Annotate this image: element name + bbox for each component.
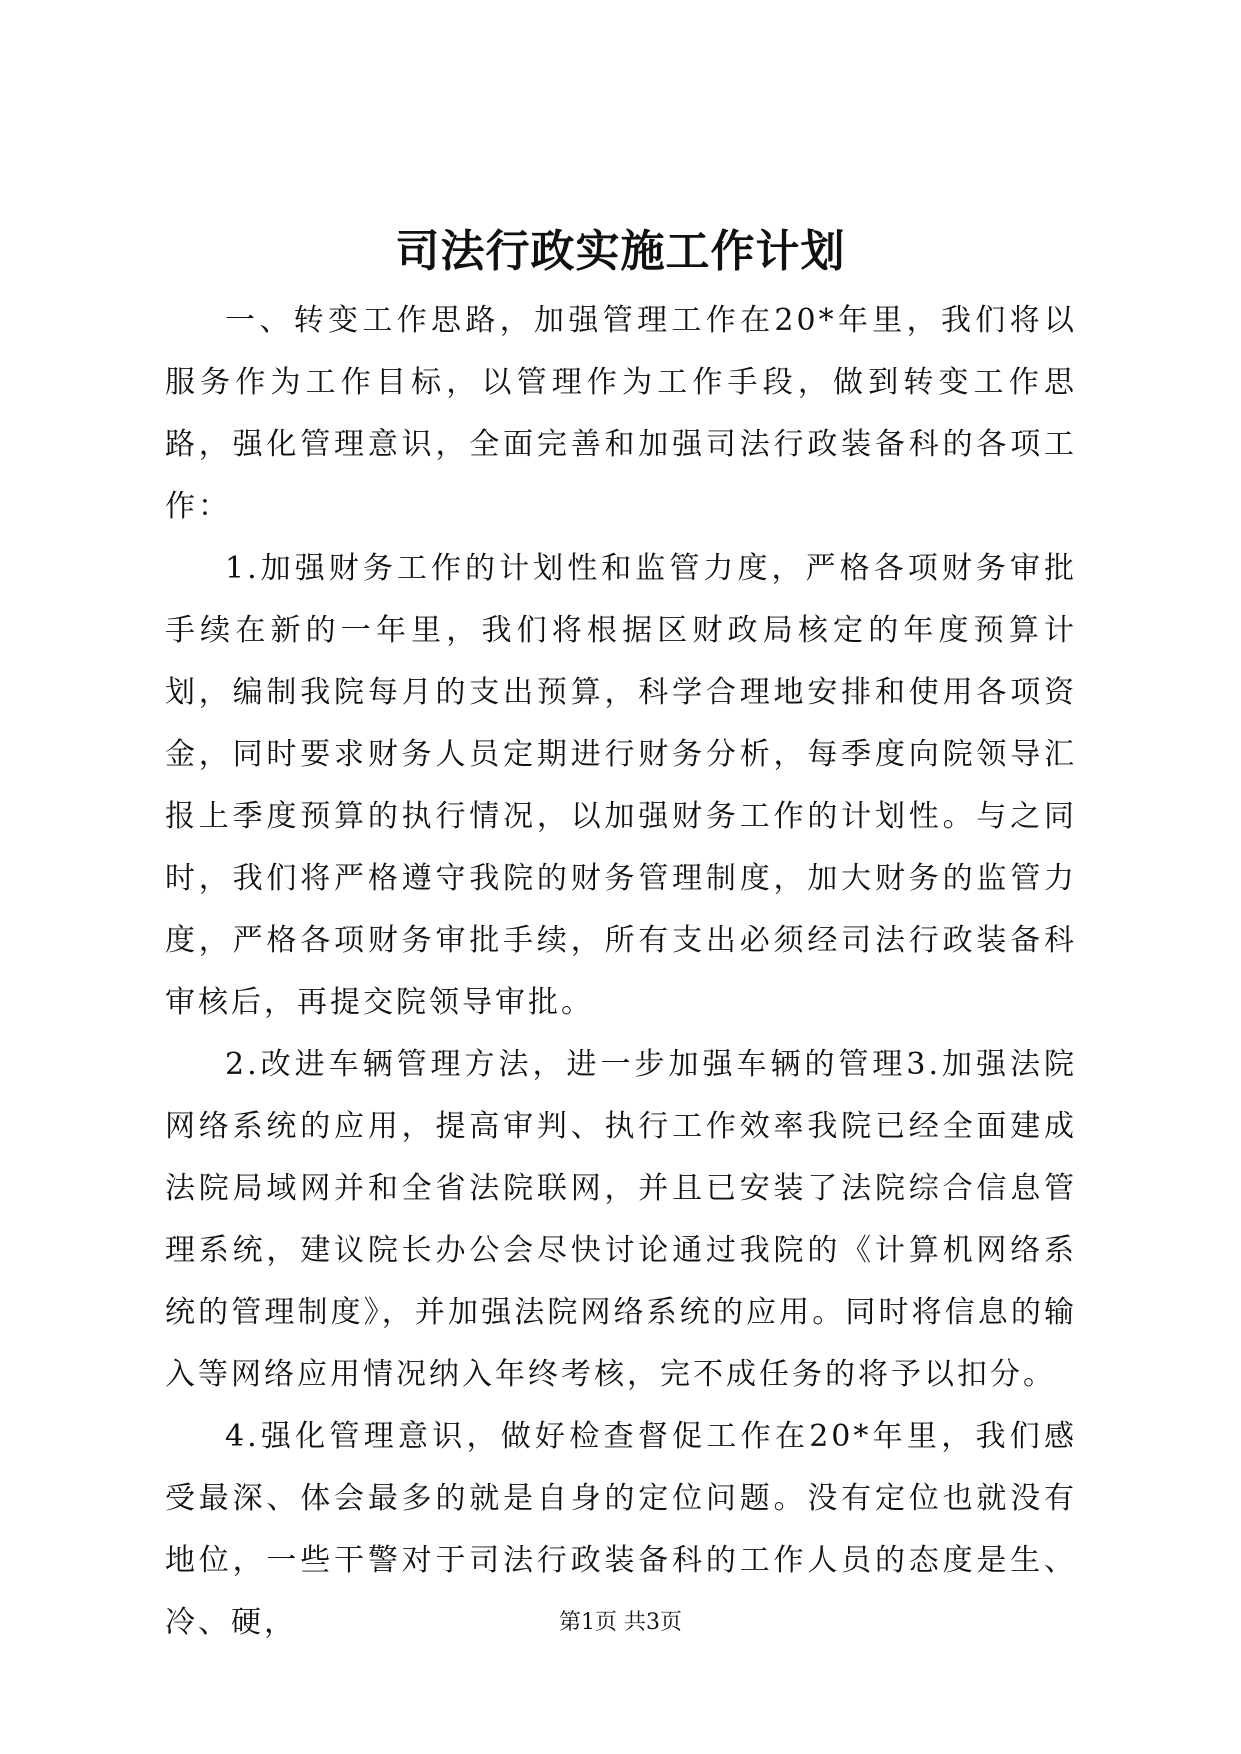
paragraph-item-1: 1.加强财务工作的计划性和监管力度，严格各项财务审批手续在新的一年里，我们将根据区财政局核定的年度预算计划，编制我院每月的支出预算，科学合理地安排和使用各项资金，同时要求财务人员定期进行财务分析，每季度向院领导汇报上季度预算的执行情况，以加强财务工作的计划性。与之同时，我们将严格遵守我院的财务管理制度，加大财务的监管力度，严格各项财务审批手续，所有支出必须经司法行政装备科审核后，再提交院领导审批。 (165, 551, 1077, 1020)
paragraph-item-4: 4.强化管理意识，做好检查督促工作在20*年里，我们感受最深、体会最多的就是自身的定位问题。没有定位也就没有地位，一些干警对于司法行政装备科的工作人员的态度是生、冷、硬， (165, 1419, 1077, 1640)
document-body (165, 290, 1077, 1654)
document-title: 司法行政实施工作计划 (395, 226, 846, 277)
page-number-footer: 第1页 共3页 (559, 1610, 682, 1635)
paragraph-section-one: 一、转变工作思路，加强管理工作在20*年里，我们将以服务作为工作目标，以管理作为工作手段，做到转变工作思路，强化管理意识，全面完善和加强司法行政装备科的各项工作： (165, 303, 1077, 524)
paragraph-item-2-3: 2.改进车辆管理方法，进一步加强车辆的管理3.加强法院网络系统的应用，提高审判、执行工作效率我院已经全面建成法院局域网并和全省法院联网，并且已安装了法院综合信息管理系统，建议院长办公会尽快讨论通过我院的《计算机网络系统的管理制度》，并加强法院网络系统的应用。同时将信息的输入等网络应用情况纳入年终考核，完不成任务的将予以扣分。 (165, 1047, 1077, 1392)
